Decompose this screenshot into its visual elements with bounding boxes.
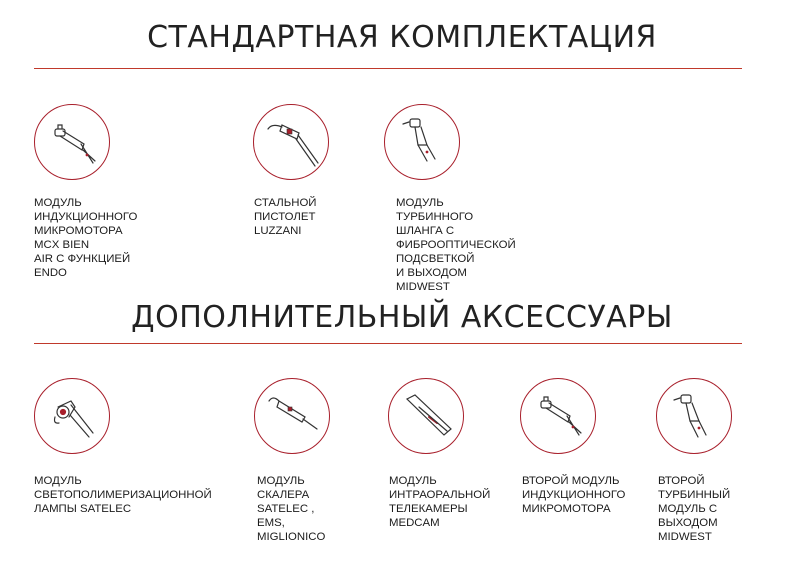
standard-item-micromotor-label: МОДУЛЬ ИНДУКЦИОННОГО МИКРОМОТОРА MCX BIEN AIR С ФУНКЦИЕЙ ENDO: [34, 197, 138, 279]
optional-item-second-micromotor-label: ВТОРОЙ МОДУЛЬ ИНДУКЦИОННОГО МИКРОМОТОРА: [522, 475, 626, 515]
air-water-syringe-icon: [253, 104, 329, 180]
intraoral-camera-icon: [388, 378, 464, 454]
standard-section-title: СТАНДАРТНАЯ КОМПЛЕКТАЦИЯ: [147, 20, 657, 55]
optional-section-divider: [34, 343, 742, 344]
curing-light-icon: [34, 378, 110, 454]
standard-item-turbine-label: МОДУЛЬ ТУРБИННОГО ШЛАНГА С ФИБРООПТИЧЕСКОЙ ПОДСВЕТКОЙ И ВЫХОДОМ MIDWEST: [396, 197, 516, 293]
standard-item-syringe-label: СТАЛЬНОЙ ПИСТОЛЕТ LUZZANI: [254, 197, 317, 237]
optional-item-curing-light-label: МОДУЛЬ СВЕТОПОЛИМЕРИЗАЦИОННОЙ ЛАМПЫ SATELEC: [34, 475, 212, 515]
optional-section-title: ДОПОЛНИТЕЛЬНЫЙ АКСЕССУАРЫ: [131, 300, 673, 335]
optional-item-camera-label: МОДУЛЬ ИНТРАОРАЛЬНОЙ ТЕЛЕКАМЕРЫ MEDCAM: [389, 475, 491, 529]
micromotor-handpiece-icon: [520, 378, 596, 454]
optional-item-scaler-label: МОДУЛЬ СКАЛЕРА SATELEC , EMS, MIGLIONICO: [257, 475, 326, 543]
turbine-handpiece-icon: [384, 104, 460, 180]
micromotor-handpiece-icon: [34, 104, 110, 180]
scaler-handpiece-icon: [254, 378, 330, 454]
standard-section-divider: [34, 68, 742, 69]
optional-item-second-turbine-label: ВТОРОЙ ТУРБИННЫЙ МОДУЛЬ С ВЫХОДОМ MIDWEST: [658, 475, 731, 543]
turbine-handpiece-icon: [656, 378, 732, 454]
